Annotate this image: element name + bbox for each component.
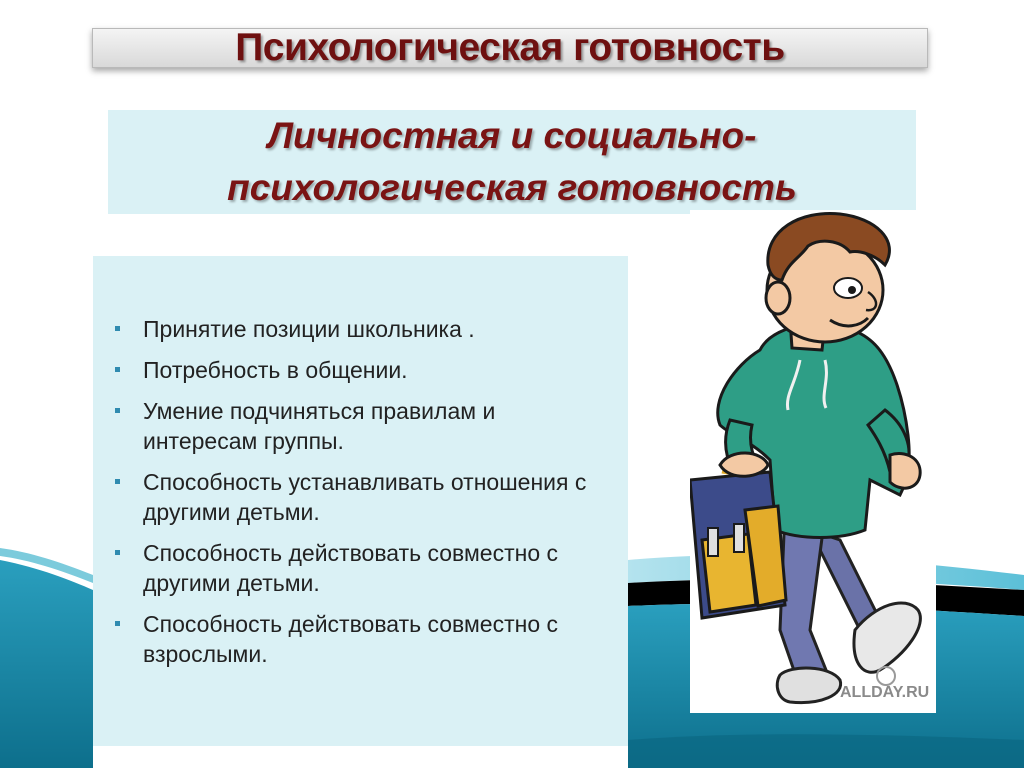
list-item-text: Способность действовать совместно с другими детьми. xyxy=(143,540,559,596)
list-item-text: Умение подчиняться правилам и интересам группы. xyxy=(143,398,496,454)
cartoon-boy-with-briefcase-icon xyxy=(690,210,936,713)
list-item xyxy=(113,467,613,527)
image-watermark: ALLDAY.RU xyxy=(840,684,930,701)
bullet-marker-icon xyxy=(115,367,120,372)
list-item xyxy=(113,396,613,456)
bullet-list xyxy=(113,314,613,680)
slide-title: Психологическая готовность xyxy=(235,26,785,69)
bullet-marker-icon xyxy=(115,326,120,331)
list-item-text: Потребность в общении. xyxy=(143,357,408,383)
list-item-text: Способность действовать совместно с взрослыми. xyxy=(143,611,559,667)
content-panel xyxy=(93,256,628,746)
bullet-marker-icon xyxy=(115,479,120,484)
slide-subtitle: Личностная и социально-психологическая готовность xyxy=(227,115,797,208)
list-item xyxy=(113,609,613,669)
subtitle-box xyxy=(108,110,916,214)
illustration-card xyxy=(690,210,936,713)
bullet-marker-icon xyxy=(115,408,120,413)
title-bar xyxy=(92,28,928,68)
bullet-marker-icon xyxy=(115,621,120,626)
list-item-text: Способность устанавливать отношения с другими детьми. xyxy=(143,469,587,525)
list-item-text: Принятие позиции школьника . xyxy=(143,316,475,342)
list-item xyxy=(113,355,613,385)
list-item xyxy=(113,538,613,598)
bullet-marker-icon xyxy=(115,550,120,555)
list-item xyxy=(113,314,613,344)
